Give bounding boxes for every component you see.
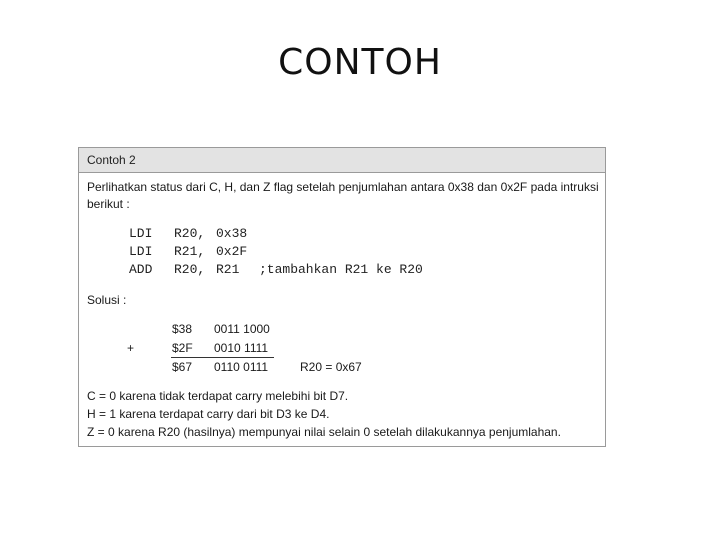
page-title: CONTOH [278,42,442,83]
conclusion-z: Z = 0 karena R20 (hasilnya) mempunyai nilai selain 0 setelah dilakukannya penjumlahan. [87,425,561,439]
operand-bin: 0011 1000 [214,322,270,336]
code-reg: R20, [174,262,206,277]
example-body [79,173,605,447]
result-note: R20 = 0x67 [300,360,362,374]
plus-sign: + [127,341,135,355]
operand-bin: 0010 1111 [214,341,269,355]
sum-underline [171,357,274,358]
example-header: Contoh 2 [79,148,605,173]
code-op: ADD [129,262,153,277]
code-arg: 0x2F [216,244,248,259]
code-arg: 0x38 [216,226,248,241]
operand-hex: $38 [172,322,193,336]
conclusion-c: C = 0 karena tidak terdapat carry melebihi bit D7. [87,389,349,403]
code-op: LDI [129,226,153,241]
solution-label: Solusi : [87,293,127,307]
code-comment: ;tambahkan R21 ke R20 [259,262,423,277]
code-reg: R20, [174,226,206,241]
result-hex: $67 [172,360,193,374]
result-bin: 0110 0111 [214,360,269,374]
example-box [78,147,606,447]
operand-hex: $2F [172,341,193,355]
question-line-1: Perlihatkan status dari C, H, dan Z flag setelah penjumlahan antara 0x38 dan 0x2F pada intruksi [87,180,599,194]
question-line-2: berikut : [87,197,130,211]
conclusion-h: H = 1 karena terdapat carry dari bit D3 ke D4. [87,407,330,421]
code-arg: R21 [216,262,240,277]
code-op: LDI [129,244,153,259]
code-reg: R21, [174,244,206,259]
